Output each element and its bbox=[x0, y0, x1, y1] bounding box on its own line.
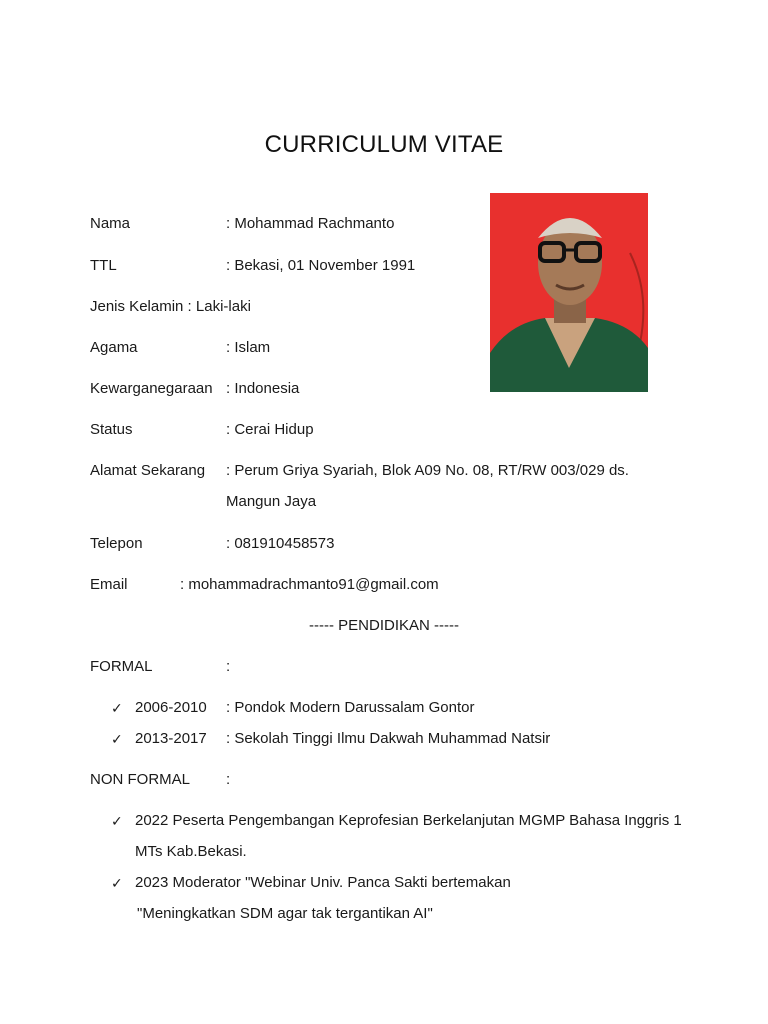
nonformal-line1: 2023 Moderator "Webinar Univ. Panca Sakti bertemakan bbox=[135, 874, 511, 891]
row-formal bbox=[90, 657, 231, 677]
agama-label: Agama bbox=[90, 339, 138, 356]
nonformal-colon: : bbox=[226, 771, 231, 788]
nonformal-line1: 2022 Peserta Pengembangan Keprofesian Berkelanjutan MGMP Bahasa Inggris 1 bbox=[135, 812, 682, 829]
ttl-label: TTL bbox=[90, 257, 117, 274]
email-label: Email bbox=[90, 576, 128, 593]
formal-label: FORMAL bbox=[90, 658, 153, 675]
telepon-value: : 081910458573 bbox=[226, 535, 335, 552]
row-agama bbox=[90, 338, 271, 358]
row-kewarganegaraan bbox=[90, 379, 300, 399]
formal-colon: : bbox=[226, 658, 231, 675]
page-title: CURRICULUM VITAE bbox=[264, 131, 504, 158]
nama-label: Nama bbox=[90, 215, 131, 232]
checkmark-icon: ✓ bbox=[111, 700, 123, 716]
ttl-value: : Bekasi, 01 November 1991 bbox=[226, 257, 416, 274]
formal-desc: : Sekolah Tinggi Ilmu Dakwah Muhammad Natsir bbox=[226, 730, 551, 747]
row-nama bbox=[90, 214, 395, 234]
list-item bbox=[0, 811, 768, 861]
checkmark-icon: ✓ bbox=[111, 813, 123, 829]
row-nonformal bbox=[90, 770, 231, 790]
status-value: : Cerai Hidup bbox=[226, 421, 314, 438]
nama-value: : Mohammad Rachmanto bbox=[226, 215, 395, 232]
row-jenis-kelamin bbox=[90, 297, 251, 317]
row-ttl bbox=[90, 256, 416, 276]
person-portrait-icon bbox=[490, 193, 648, 392]
formal-desc: : Pondok Modern Darussalam Gontor bbox=[226, 699, 475, 716]
checkmark-icon: ✓ bbox=[111, 875, 123, 891]
list-item bbox=[0, 873, 768, 923]
profile-photo bbox=[490, 193, 648, 392]
row-alamat bbox=[90, 461, 629, 510]
alamat-label: Alamat Sekarang bbox=[90, 462, 206, 479]
nonformal-label: NON FORMAL bbox=[90, 771, 191, 788]
status-label: Status bbox=[90, 421, 133, 438]
alamat-value-line1: : Perum Griya Syariah, Blok A09 No. 08, RT/RW 003/029 ds. bbox=[226, 462, 629, 479]
pendidikan-heading: ----- PENDIDIKAN ----- bbox=[309, 617, 459, 634]
alamat-value-line2: Mangun Jaya bbox=[226, 493, 317, 510]
row-telepon bbox=[90, 534, 335, 554]
formal-years: 2006-2010 bbox=[135, 699, 207, 716]
row-status bbox=[90, 420, 314, 440]
list-item bbox=[0, 698, 768, 718]
jenis-kelamin-text: Jenis Kelamin : Laki-laki bbox=[90, 298, 251, 315]
agama-value: : Islam bbox=[226, 339, 271, 356]
nonformal-line2: MTs Kab.Bekasi. bbox=[135, 843, 247, 860]
email-value: : mohammadrachmanto91@gmail.com bbox=[180, 576, 439, 593]
telepon-label: Telepon bbox=[90, 535, 143, 552]
formal-years: 2013-2017 bbox=[135, 730, 207, 747]
kewarganegaraan-value: : Indonesia bbox=[226, 380, 300, 397]
checkmark-icon: ✓ bbox=[111, 731, 123, 747]
kewarganegaraan-label: Kewarganegaraan bbox=[90, 380, 213, 397]
nonformal-line2: "Meningkatkan SDM agar tak tergantikan AI" bbox=[137, 905, 433, 922]
list-item bbox=[0, 729, 768, 749]
row-email bbox=[90, 575, 439, 595]
